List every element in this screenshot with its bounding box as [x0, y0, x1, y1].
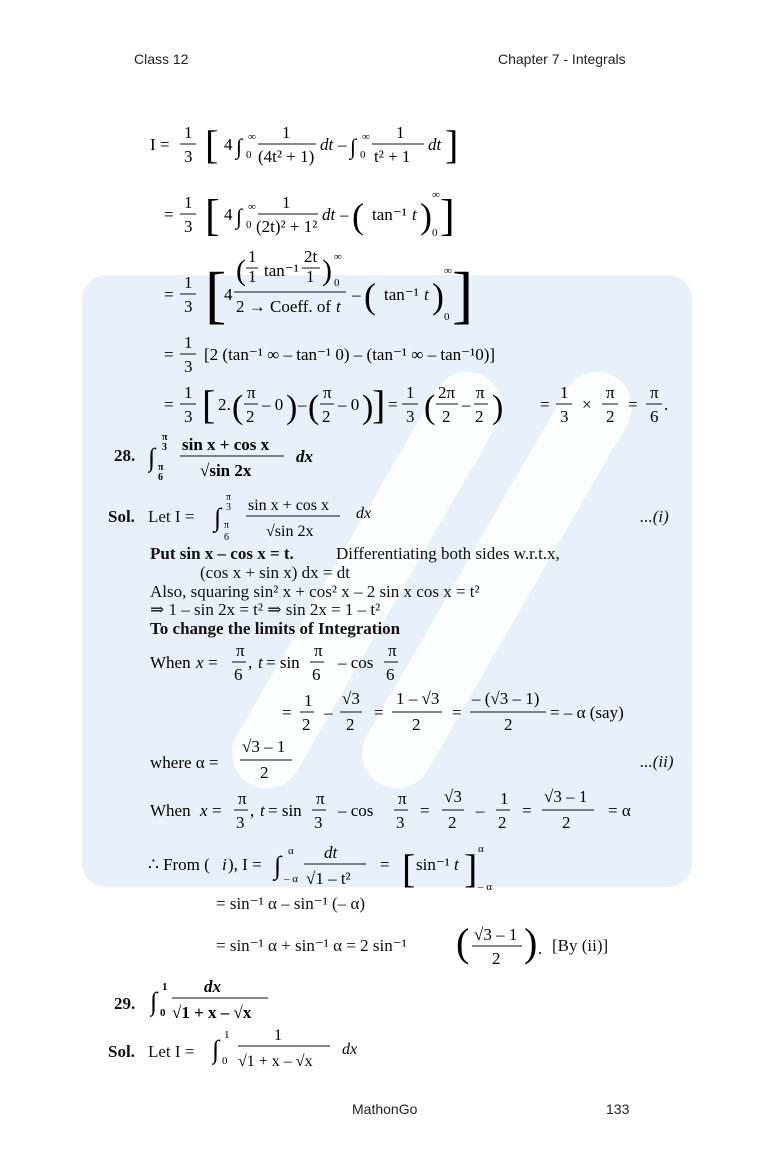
svg-text:6: 6 [224, 532, 229, 543]
svg-text:1: 1 [184, 273, 193, 292]
svg-text:3: 3 [184, 217, 193, 236]
svg-text:= sin: = sin [268, 801, 302, 820]
svg-text:3: 3 [184, 297, 193, 316]
svg-text:): ) [286, 389, 298, 426]
svg-text:): ) [492, 389, 504, 426]
svg-text:√1 + x – √x: √1 + x – √x [238, 1053, 313, 1070]
svg-text:]: ] [445, 122, 459, 167]
svg-text:=: = [540, 395, 550, 414]
svg-text:1: 1 [184, 333, 193, 352]
svg-text:(: ( [352, 196, 364, 236]
svg-text:=: = [420, 801, 430, 820]
svg-text:∫: ∫ [150, 987, 158, 1016]
svg-text:): ) [420, 196, 432, 236]
svg-text:(: ( [236, 254, 246, 287]
svg-text:(: ( [232, 389, 244, 426]
svg-text:[: [ [205, 122, 219, 167]
svg-text:dt: dt [428, 135, 442, 154]
svg-text:π: π [314, 641, 323, 660]
svg-text:(: ( [364, 276, 376, 316]
svg-text:=: = [282, 703, 292, 722]
svg-text:2: 2 [412, 715, 421, 734]
svg-text:]: ] [440, 191, 455, 240]
svg-text:π: π [650, 383, 659, 402]
svg-text:tan⁻¹: tan⁻¹ [372, 205, 407, 224]
svg-text:1 – √3: 1 – √3 [396, 689, 440, 708]
svg-text:x: x [200, 801, 208, 820]
squaring-step: Also, squaring sin² x + cos² x – 2 sin x cos x = t² [150, 582, 480, 601]
svg-text:2: 2 [492, 949, 501, 968]
svg-text:√3: √3 [444, 787, 462, 806]
svg-text:√1 + x – √x: √1 + x – √x [172, 1003, 252, 1022]
svg-text:6: 6 [312, 665, 321, 684]
svg-text:[: [ [202, 382, 216, 427]
svg-text:∫: ∫ [236, 134, 243, 159]
svg-text:1: 1 [224, 1029, 230, 1041]
svg-text:=: = [452, 703, 462, 722]
svg-text:π: π [388, 641, 397, 660]
svg-text:3: 3 [226, 502, 231, 513]
substitution-step: Put sin x – cos x = t. [150, 544, 294, 563]
svg-text:0: 0 [246, 219, 252, 231]
sol-label: Sol. [108, 507, 135, 526]
svg-text:.: . [538, 939, 543, 958]
svg-text:0: 0 [360, 149, 366, 161]
svg-text:=: = [212, 801, 222, 820]
svg-text:3: 3 [184, 407, 193, 426]
q28-integral [148, 428, 348, 486]
class-label: Class 12 [134, 51, 189, 67]
svg-text:[: [ [205, 191, 220, 240]
svg-text:x: x [196, 653, 204, 672]
svg-text:): ) [524, 920, 538, 965]
svg-text:2: 2 [246, 407, 255, 426]
by-ii-ref: [By (ii)] [552, 936, 609, 955]
svg-text:3: 3 [406, 407, 415, 426]
svg-text:1: 1 [184, 123, 193, 142]
svg-text:√sin 2x: √sin 2x [266, 523, 314, 540]
svg-text:∞: ∞ [334, 251, 342, 263]
svg-text:1: 1 [184, 193, 193, 212]
svg-text:×: × [582, 395, 592, 414]
svg-text:√sin 2x: √sin 2x [200, 461, 252, 480]
limits-working [148, 640, 688, 840]
svg-text:– cos: – cos [338, 653, 374, 672]
svg-text:6: 6 [650, 407, 659, 426]
svg-text:t: t [454, 855, 459, 874]
svg-text:= α: = α [608, 801, 631, 820]
svg-text:∴ From (: ∴ From ( [148, 855, 210, 874]
svg-text:]: ] [372, 382, 386, 427]
svg-text:dx: dx [356, 505, 372, 522]
svg-text:3: 3 [184, 147, 193, 166]
svg-text:2t: 2t [304, 247, 318, 266]
svg-text:∞: ∞ [362, 131, 370, 143]
svg-text:1: 1 [248, 247, 257, 266]
svg-text:α: α [478, 843, 484, 855]
svg-text:π: π [236, 641, 245, 660]
svg-text:–: – [352, 285, 361, 304]
svg-text:dx: dx [204, 977, 221, 996]
question-number-29: 29. [114, 994, 136, 1013]
svg-text:3: 3 [184, 357, 193, 376]
sol-29-integral [212, 1024, 372, 1074]
svg-text:=: = [164, 395, 174, 414]
svg-text:dx: dx [342, 1041, 358, 1058]
svg-text:where α =: where α = [150, 753, 219, 772]
svg-text:[: [ [205, 259, 227, 330]
svg-text:dt: dt [324, 843, 338, 862]
svg-text:sin⁻¹: sin⁻¹ [416, 855, 450, 874]
svg-text:– cos: – cos [338, 801, 374, 820]
svg-text:– (√3 – 1): – (√3 – 1) [472, 689, 540, 708]
eq-ref-i: ...(i) [640, 507, 669, 526]
svg-text:= – α (say): = – α (say) [550, 703, 624, 722]
svg-text:1: 1 [274, 1027, 282, 1044]
svg-text:–: – [476, 801, 485, 820]
svg-text:1: 1 [184, 383, 193, 402]
eq-ref-ii: ...(ii) [640, 752, 674, 771]
svg-text:=: = [164, 345, 174, 364]
svg-text:.: . [664, 395, 669, 414]
svg-text:∞: ∞ [248, 201, 256, 213]
svg-text:(: ( [456, 920, 470, 965]
svg-text:–: – [298, 395, 307, 414]
svg-text:2: 2 [475, 407, 484, 426]
svg-text:∞: ∞ [432, 189, 440, 201]
svg-text:6: 6 [158, 472, 163, 483]
svg-text:2: 2 [442, 407, 451, 426]
svg-text:∫: ∫ [274, 851, 282, 880]
svg-text:0: 0 [222, 1055, 228, 1067]
sol-integral [210, 488, 410, 546]
integral-derivation [140, 110, 700, 430]
svg-text:1: 1 [282, 123, 291, 142]
svg-text:∫: ∫ [236, 204, 243, 229]
svg-text:I =: I = [150, 135, 170, 154]
svg-text:(4t² + 1): (4t² + 1) [258, 147, 315, 166]
svg-text:3: 3 [236, 813, 245, 832]
svg-text:0: 0 [160, 1007, 166, 1019]
svg-text:tan⁻¹: tan⁻¹ [264, 261, 299, 280]
svg-text:–: – [324, 703, 333, 722]
svg-text:1: 1 [560, 383, 569, 402]
svg-text:= sin: = sin [266, 653, 300, 672]
svg-text:1: 1 [500, 789, 509, 808]
svg-text:4: 4 [224, 135, 233, 154]
svg-text:3: 3 [560, 407, 569, 426]
svg-text:1: 1 [406, 383, 415, 402]
footer-brand: MathonGo [352, 1101, 418, 1117]
limits-heading: To change the limits of Integration [150, 619, 401, 638]
svg-text:): ) [362, 389, 374, 426]
svg-text:[: [ [402, 846, 416, 891]
svg-text:=: = [522, 801, 532, 820]
page-number: 133 [606, 1101, 630, 1117]
svg-text:tan⁻¹: tan⁻¹ [384, 285, 419, 304]
svg-text:3: 3 [396, 813, 405, 832]
svg-text:1: 1 [306, 267, 315, 286]
svg-text:(2t)² + 1²: (2t)² + 1² [256, 217, 318, 236]
svg-text:1: 1 [396, 123, 405, 142]
svg-text:=: = [164, 285, 174, 304]
svg-text:π: π [224, 520, 230, 531]
q29-integral [150, 976, 300, 1026]
svg-text:√1 – t²: √1 – t² [306, 869, 351, 888]
svg-text:2: 2 [322, 407, 331, 426]
svg-text:π: π [226, 492, 232, 503]
svg-text:2: 2 [562, 813, 571, 832]
result-step-1: = sin⁻¹ α – sin⁻¹ (– α) [216, 894, 366, 913]
svg-text:– 0: – 0 [262, 395, 284, 414]
let-text-29: Let I = [148, 1042, 195, 1061]
svg-text:√3 – 1: √3 – 1 [474, 925, 518, 944]
svg-text:2.: 2. [218, 395, 231, 414]
svg-text:): ) [322, 254, 332, 287]
svg-text:0: 0 [444, 311, 450, 323]
svg-text:=: = [388, 395, 398, 414]
svg-text:– α: – α [478, 881, 493, 893]
svg-text:(: ( [424, 389, 436, 426]
svg-text:1: 1 [248, 267, 257, 286]
svg-text:4: 4 [224, 285, 233, 304]
svg-text:t² + 1: t² + 1 [374, 147, 411, 166]
svg-text:2: 2 [260, 763, 269, 782]
svg-text:,: , [250, 801, 255, 820]
svg-text:=: = [208, 653, 218, 672]
svg-text:–: – [338, 135, 347, 154]
svg-text:2: 2 [346, 715, 355, 734]
svg-text:3: 3 [162, 442, 167, 453]
svg-text:1: 1 [282, 193, 291, 212]
svg-text:π: π [247, 383, 256, 402]
let-text: Let I = [148, 507, 195, 526]
svg-text:=: = [164, 205, 174, 224]
svg-text:–: – [340, 205, 349, 224]
svg-text:), I =: ), I = [228, 855, 262, 874]
implication-step: ⇒ 1 – sin 2x = t² ⇒ sin 2x = 1 – t² [150, 600, 381, 619]
svg-text:=: = [628, 395, 638, 414]
svg-text:t: t [412, 205, 417, 224]
svg-text:When: When [150, 653, 191, 672]
svg-text:0: 0 [334, 277, 340, 289]
svg-text:=: = [380, 855, 390, 874]
svg-text:]: ] [464, 846, 478, 891]
svg-text:1: 1 [304, 691, 313, 710]
svg-text:π: π [162, 432, 168, 443]
svg-text:2: 2 [504, 715, 513, 734]
svg-text:1: 1 [162, 981, 168, 993]
svg-text:∫: ∫ [148, 443, 156, 472]
svg-text:4: 4 [224, 205, 233, 224]
svg-text:i: i [222, 855, 227, 874]
svg-text:]: ] [452, 259, 474, 330]
question-number: 28. [114, 446, 136, 465]
svg-text:π: π [606, 383, 615, 402]
svg-text:– α: – α [284, 873, 299, 885]
svg-text:π: π [238, 789, 247, 808]
svg-text:t: t [336, 297, 341, 316]
svg-text:√3: √3 [342, 689, 360, 708]
svg-text:sin x + cos x: sin x + cos x [248, 497, 330, 514]
svg-text:3: 3 [314, 813, 323, 832]
svg-text:=: = [374, 703, 384, 722]
svg-text:π: π [316, 789, 325, 808]
svg-text:dt: dt [322, 205, 336, 224]
svg-text:,: , [248, 653, 253, 672]
svg-text:t: t [260, 801, 265, 820]
svg-text:2 → Coeff. of: 2 → Coeff. of [236, 297, 332, 316]
svg-text:dt: dt [320, 135, 334, 154]
result-step-2: = sin⁻¹ α + sin⁻¹ α = 2 sin⁻¹ [216, 936, 407, 955]
differentiation-text: Differentiating both sides w.r.t.x, [336, 544, 560, 563]
svg-text:π: π [323, 383, 332, 402]
svg-text:π: π [158, 462, 164, 473]
svg-text:0: 0 [246, 149, 252, 161]
svg-text:2π: 2π [438, 383, 456, 402]
svg-text:∞: ∞ [444, 265, 452, 277]
svg-text:∫: ∫ [212, 1035, 220, 1064]
svg-text:2: 2 [302, 715, 311, 734]
svg-text:t: t [258, 653, 263, 672]
svg-text:[2 (tan⁻¹ ∞ – tan⁻¹ 0) – (tan⁻: [2 (tan⁻¹ ∞ – tan⁻¹ 0) – (tan⁻¹ ∞ – tan⁻¹0)] [204, 345, 496, 364]
svg-text:): ) [432, 276, 444, 316]
from-i-line [148, 838, 508, 898]
sol-label-29: Sol. [108, 1042, 135, 1061]
svg-text:When: When [150, 801, 191, 820]
svg-text:0: 0 [432, 227, 438, 239]
svg-text:2: 2 [498, 813, 507, 832]
svg-text:dx: dx [296, 447, 313, 466]
svg-text:√3 – 1: √3 – 1 [544, 787, 588, 806]
svg-text:∞: ∞ [248, 131, 256, 143]
svg-text:–: – [462, 395, 471, 414]
svg-text:(: ( [308, 389, 320, 426]
svg-text:t: t [424, 285, 429, 304]
svg-text:π: π [476, 383, 485, 402]
result-fraction [456, 920, 546, 972]
svg-text:π: π [398, 789, 407, 808]
dx-relation: (cos x + sin x) dx = dt [200, 563, 350, 582]
svg-text:√3 – 1: √3 – 1 [242, 737, 286, 756]
svg-text:6: 6 [234, 665, 243, 684]
svg-text:2: 2 [448, 813, 457, 832]
svg-text:α: α [288, 845, 294, 857]
svg-text:sin x + cos x: sin x + cos x [182, 435, 270, 454]
svg-text:– 0: – 0 [338, 395, 360, 414]
svg-text:6: 6 [386, 665, 395, 684]
svg-text:∫: ∫ [214, 503, 222, 532]
svg-text:2: 2 [606, 407, 615, 426]
svg-text:∫: ∫ [350, 134, 357, 159]
chapter-label: Chapter 7 - Integrals [498, 51, 626, 67]
